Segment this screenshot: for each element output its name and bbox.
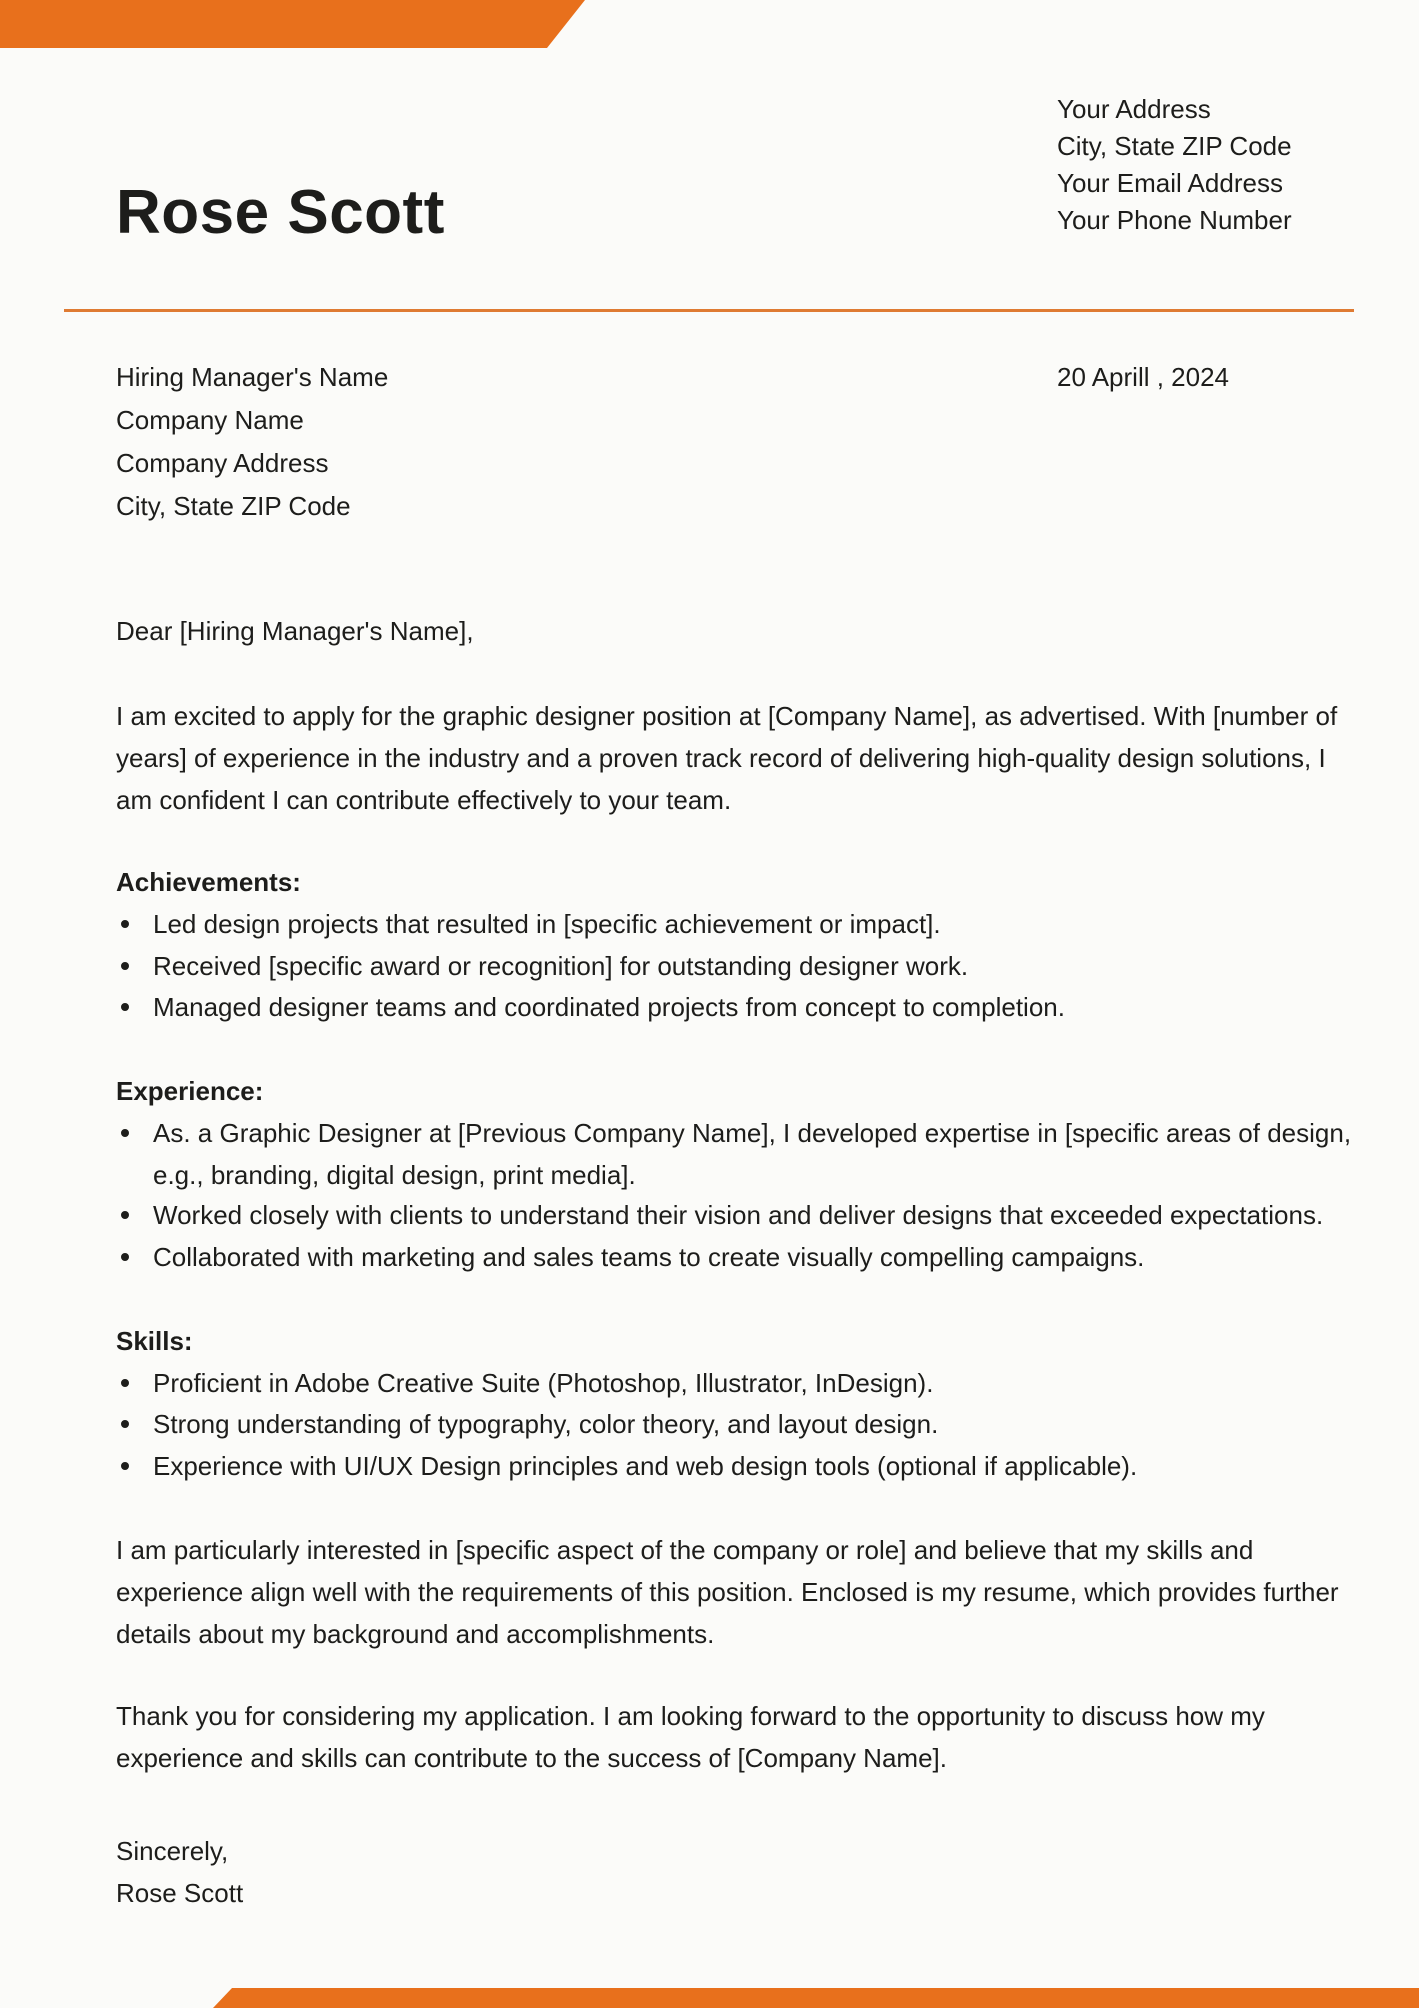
skill-item: Strong understanding of typography, color theory, and layout design. — [116, 1403, 1366, 1445]
achievement-item: Managed designer teams and coordinated projects from concept to completion. — [116, 986, 1366, 1028]
signoff-block — [116, 1830, 1361, 1914]
applicant-name: Rose Scott — [116, 178, 445, 247]
contact-phone: Your Phone Number — [1057, 205, 1292, 235]
signature-name: Rose Scott — [116, 1878, 244, 1908]
letter-date: 20 Aprill , 2024 — [1057, 362, 1230, 392]
skill-item: Proficient in Adobe Creative Suite (Photoshop, Illustrator, InDesign). — [116, 1362, 1366, 1404]
closing-thanks-paragraph: Thank you for considering my application. I am looking forward to the opportunity to discuss how my experience and skills can contribute to the success of [Company Name]. — [116, 1701, 1265, 1773]
bottom-orange-banner — [0, 1988, 1419, 2008]
recipient-city-state-zip: City, State ZIP Code — [116, 491, 351, 521]
contact-block — [1057, 91, 1292, 239]
recipient-company-address: Company Address — [116, 448, 329, 478]
contact-city-state-zip: City, State ZIP Code — [1057, 131, 1292, 161]
experience-item: Worked closely with clients to understand their vision and deliver designs that exceeded expectations. — [116, 1194, 1366, 1236]
achievement-item: Led design projects that resulted in [specific achievement or impact]. — [116, 903, 1366, 945]
recipient-hiring-manager: Hiring Manager's Name — [116, 362, 389, 392]
header-divider-line — [64, 309, 1354, 312]
contact-email: Your Email Address — [1057, 168, 1283, 198]
experience-heading: Experience: — [116, 1076, 264, 1106]
skills-heading: Skills: — [116, 1326, 193, 1356]
experience-item: Collaborated with marketing and sales teams to create visually compelling campaigns. — [116, 1236, 1366, 1278]
closing-interest-paragraph: I am particularly interested in [specific aspect of the company or role] and believe that my skills and experience align well with the requirements of this position. Enclosed is my resume, which provides further details about my background and accomplishments. — [116, 1535, 1339, 1649]
signoff-sincerely: Sincerely, — [116, 1836, 229, 1866]
intro-paragraph: I am excited to apply for the graphic designer position at [Company Name], as advertised. With [number of years] of experience in the industry and a proven track record of delivering high-quality design solutions, I am confident I can contribute effectively to your team. — [116, 701, 1338, 815]
achievement-item: Received [specific award or recognition] for outstanding designer work. — [116, 945, 1366, 987]
salutation: Dear [Hiring Manager's Name], — [116, 616, 474, 646]
top-orange-banner — [0, 0, 1419, 48]
skill-item: Experience with UI/UX Design principles and web design tools (optional if applicable). — [116, 1445, 1366, 1487]
contact-address: Your Address — [1057, 94, 1211, 124]
recipient-company-name: Company Name — [116, 405, 304, 435]
experience-item: As. a Graphic Designer at [Previous Company Name], I developed expertise in [specific areas of design, e.g., branding, digital design, print media]. — [116, 1112, 1366, 1196]
achievements-heading: Achievements: — [116, 867, 301, 897]
